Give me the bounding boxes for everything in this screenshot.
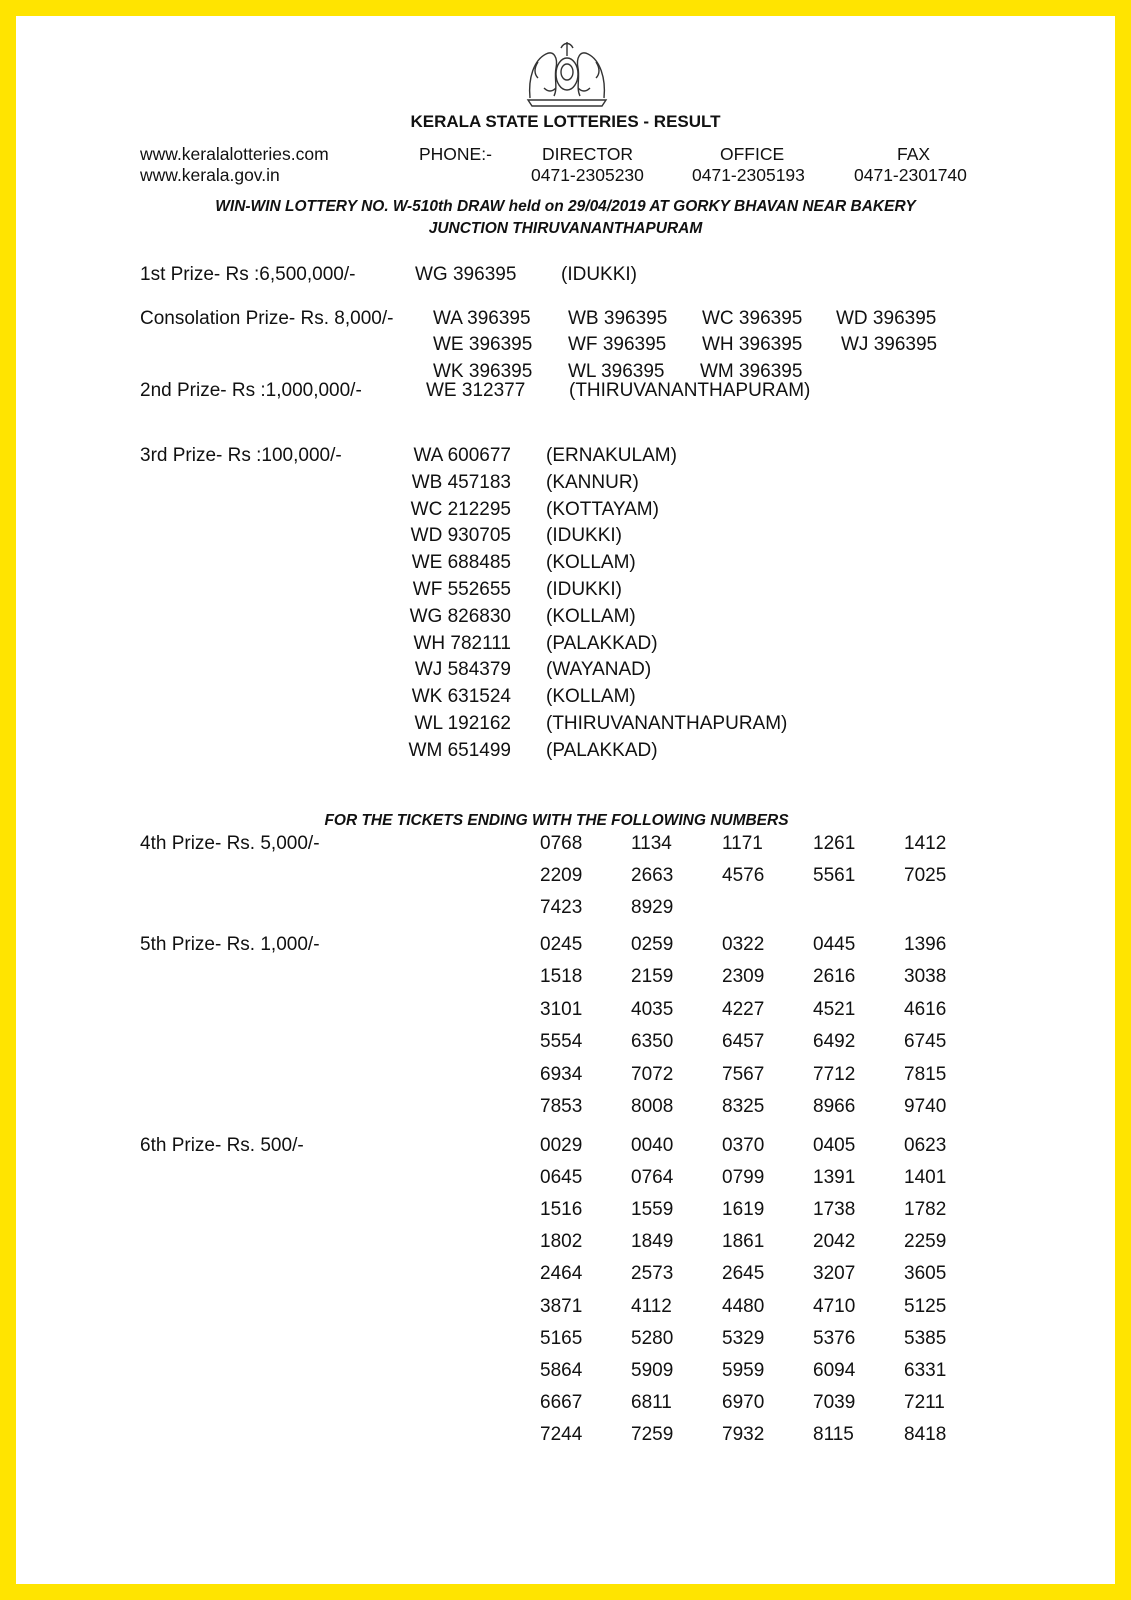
winning-ending-number: 4521 xyxy=(813,998,856,1020)
winning-ending-number: 1619 xyxy=(722,1199,765,1221)
winning-ending-number: 7025 xyxy=(904,865,947,886)
consolation-ticket: WE 396395 xyxy=(433,334,533,355)
fax-label: FAX xyxy=(897,144,931,164)
page-title: KERALA STATE LOTTERIES - RESULT xyxy=(410,112,721,131)
office-label: OFFICE xyxy=(720,144,785,164)
winning-ending-number: 4112 xyxy=(631,1295,672,1317)
winning-ending-number: 2159 xyxy=(631,966,674,988)
fifth-prize-label: 5th Prize- Rs. 1,000/- xyxy=(140,934,320,955)
winning-ending-number: 5864 xyxy=(540,1359,583,1381)
winning-ending-number: 5280 xyxy=(631,1327,674,1349)
second-prize-place: (THIRUVANANTHAPURAM) xyxy=(569,380,811,401)
winning-ending-number: 5125 xyxy=(904,1295,947,1317)
winning-ending-number: 4227 xyxy=(722,998,765,1020)
third-prize-place: (PALAKKAD) xyxy=(546,739,658,761)
third-prize-ticket: WA 600677 xyxy=(413,445,511,466)
first-prize-ticket: WG 396395 xyxy=(415,264,517,285)
winning-ending-number: 8929 xyxy=(631,897,674,918)
winning-ending-number: 8325 xyxy=(722,1096,765,1117)
winning-ending-number: 5385 xyxy=(904,1327,947,1349)
winning-ending-number: 1861 xyxy=(722,1231,765,1253)
winning-ending-number: 0322 xyxy=(722,934,765,955)
winning-ending-number: 6492 xyxy=(813,1031,856,1053)
winning-ending-number: 7853 xyxy=(540,1096,583,1117)
sixth-prize-label: 6th Prize- Rs. 500/- xyxy=(140,1135,304,1156)
winning-ending-number: 2573 xyxy=(631,1263,674,1285)
consolation-ticket: WH 396395 xyxy=(702,334,803,355)
winning-ending-number: 0799 xyxy=(722,1167,765,1189)
third-prize-ticket: WL 192162 xyxy=(414,713,511,734)
winning-ending-number: 0245 xyxy=(540,934,583,955)
winning-ending-number: 1391 xyxy=(813,1167,856,1189)
winning-ending-number: 0768 xyxy=(540,833,583,854)
winning-ending-number: 5959 xyxy=(722,1359,765,1381)
winning-ending-number: 7712 xyxy=(813,1063,856,1085)
third-prize-place: (KOLLAM) xyxy=(546,552,636,574)
third-prize-place: (KOLLAM) xyxy=(546,686,636,708)
winning-ending-number: 1559 xyxy=(631,1199,674,1221)
consolation-ticket: WD 396395 xyxy=(836,308,937,329)
winning-ending-number: 0040 xyxy=(631,1135,674,1156)
consolation-ticket: WB 396395 xyxy=(568,308,668,329)
winning-ending-number: 0370 xyxy=(722,1135,765,1156)
winning-ending-number: 5554 xyxy=(540,1031,583,1053)
winning-ending-number: 9740 xyxy=(904,1096,947,1117)
office-phone: 0471-2305193 xyxy=(692,165,805,185)
winning-ending-number: 1782 xyxy=(904,1199,947,1221)
winning-ending-number: 0445 xyxy=(813,934,856,955)
winning-ending-number: 4480 xyxy=(722,1295,765,1317)
winning-ending-number: 1412 xyxy=(904,833,947,854)
second-prize-ticket: WE 312377 xyxy=(426,380,526,401)
winning-ending-number: 2042 xyxy=(813,1231,856,1253)
third-prize-ticket: WG 826830 xyxy=(409,605,511,627)
winning-ending-number: 0405 xyxy=(813,1135,856,1156)
winning-ending-number: 6457 xyxy=(722,1031,765,1053)
winning-ending-number: 7423 xyxy=(540,897,583,918)
winning-ending-number: 7244 xyxy=(540,1423,583,1445)
winning-ending-number: 2464 xyxy=(540,1263,583,1285)
winning-ending-number: 6745 xyxy=(904,1031,947,1053)
winning-ending-number: 7567 xyxy=(722,1063,765,1085)
winning-ending-number: 4616 xyxy=(904,998,947,1020)
winning-ending-number: 0645 xyxy=(540,1167,583,1189)
winning-ending-number: 5376 xyxy=(813,1327,856,1349)
draw-details-line-1: WIN-WIN LOTTERY NO. W-510th DRAW held on 29/04/2019 AT GORKY BHAVAN NEAR BAKERY xyxy=(215,198,916,215)
third-prize-ticket: WD 930705 xyxy=(410,525,511,547)
winning-ending-number: 6350 xyxy=(631,1031,674,1053)
winning-ending-number: 5561 xyxy=(813,865,856,886)
winning-ending-number: 4035 xyxy=(631,998,674,1020)
winning-ending-number: 4576 xyxy=(722,865,765,886)
winning-ending-number: 4710 xyxy=(813,1295,856,1317)
third-prize-ticket: WB 457183 xyxy=(411,471,511,493)
consolation-ticket: WL 396395 xyxy=(568,361,665,382)
website-link-2[interactable]: www.kerala.gov.in xyxy=(140,165,280,185)
director-phone: 0471-2305230 xyxy=(531,165,644,185)
third-prize-ticket: WK 631524 xyxy=(411,686,511,708)
fourth-prize-label: 4th Prize- Rs. 5,000/- xyxy=(140,833,320,854)
winning-ending-number: 3207 xyxy=(813,1263,856,1285)
first-prize-place: (IDUKKI) xyxy=(561,264,637,285)
third-prize-place: (IDUKKI) xyxy=(546,579,622,600)
consolation-ticket: WK 396395 xyxy=(433,361,533,382)
winning-ending-number: 6094 xyxy=(813,1359,856,1381)
winning-ending-number: 7815 xyxy=(904,1063,947,1085)
third-prize-place: (WAYANAD) xyxy=(546,659,652,681)
winning-ending-number: 1849 xyxy=(631,1231,674,1253)
draw-details-line-2: JUNCTION THIRUVANANTHAPURAM xyxy=(428,220,703,237)
third-prize-ticket: WM 651499 xyxy=(408,739,511,761)
third-prize-place: (THIRUVANANTHAPURAM) xyxy=(546,713,788,734)
first-prize-label: 1st Prize- Rs :6,500,000/- xyxy=(140,264,356,285)
winning-ending-number: 1261 xyxy=(813,833,856,854)
third-prize-place: (IDUKKI) xyxy=(546,525,622,547)
winning-ending-number: 2663 xyxy=(631,865,674,886)
third-prize-ticket: WJ 584379 xyxy=(414,659,511,681)
winning-ending-number: 1134 xyxy=(631,833,672,854)
third-prize-place: (PALAKKAD) xyxy=(546,632,658,654)
winning-ending-number: 1396 xyxy=(904,934,947,955)
winning-ending-number: 6667 xyxy=(540,1391,583,1413)
second-prize-label: 2nd Prize- Rs :1,000,000/- xyxy=(140,380,362,401)
winning-ending-number: 2309 xyxy=(722,966,765,988)
third-prize-ticket: WE 688485 xyxy=(411,552,511,574)
winning-ending-number: 5909 xyxy=(631,1359,674,1381)
winning-ending-number: 0029 xyxy=(540,1135,583,1156)
consolation-ticket: WJ 396395 xyxy=(841,334,938,355)
third-prize-label: 3rd Prize- Rs :100,000/- xyxy=(140,445,342,466)
third-prize-place: (ERNAKULAM) xyxy=(546,445,677,466)
winning-ending-number: 6934 xyxy=(540,1063,583,1085)
winning-ending-number: 7932 xyxy=(722,1423,765,1445)
third-prize-ticket: WC 212295 xyxy=(410,498,511,520)
third-prize-place: (KANNUR) xyxy=(546,471,639,493)
consolation-ticket: WM 396395 xyxy=(700,361,803,382)
winning-ending-number: 7039 xyxy=(813,1391,856,1413)
fax-number: 0471-2301740 xyxy=(854,165,967,185)
third-prize-place: (KOTTAYAM) xyxy=(546,498,659,520)
phone-label: PHONE:- xyxy=(419,144,492,164)
winning-ending-number: 2645 xyxy=(722,1263,765,1285)
consolation-ticket: WF 396395 xyxy=(568,334,667,355)
winning-ending-number: 0259 xyxy=(631,934,674,955)
winning-ending-number: 7259 xyxy=(631,1423,674,1445)
winning-ending-number: 7072 xyxy=(631,1063,674,1085)
winning-ending-number: 6331 xyxy=(904,1359,947,1381)
winning-ending-number: 8418 xyxy=(904,1423,947,1445)
winning-ending-number: 7211 xyxy=(904,1391,945,1413)
website-link-1[interactable]: www.keralalotteries.com xyxy=(140,144,329,164)
winning-ending-number: 2616 xyxy=(813,966,856,988)
winning-ending-number: 3101 xyxy=(540,998,583,1020)
winning-ending-number: 2209 xyxy=(540,865,583,886)
winning-ending-number: 5165 xyxy=(540,1327,583,1349)
winning-ending-number: 3871 xyxy=(540,1295,583,1317)
winning-ending-number: 2259 xyxy=(904,1231,947,1253)
winning-ending-number: 6811 xyxy=(631,1391,672,1413)
winning-ending-number: 8966 xyxy=(813,1096,856,1117)
winning-ending-number: 1171 xyxy=(722,833,763,854)
winning-ending-number: 0623 xyxy=(904,1135,947,1156)
winning-ending-number: 3038 xyxy=(904,966,947,988)
third-prize-place: (KOLLAM) xyxy=(546,605,636,627)
winning-ending-number: 5329 xyxy=(722,1327,765,1349)
director-label: DIRECTOR xyxy=(542,144,634,164)
third-prize-ticket: WH 782111 xyxy=(413,632,511,654)
third-prize-ticket: WF 552655 xyxy=(412,579,511,600)
winning-ending-number: 0764 xyxy=(631,1167,674,1189)
winning-ending-number: 8008 xyxy=(631,1096,674,1117)
winning-ending-number: 8115 xyxy=(813,1423,854,1445)
consolation-prize-label: Consolation Prize- Rs. 8,000/- xyxy=(140,308,394,329)
winning-ending-number: 1516 xyxy=(540,1199,583,1221)
consolation-ticket: WA 396395 xyxy=(433,308,531,329)
winning-ending-number: 1738 xyxy=(813,1199,856,1221)
winning-ending-number: 6970 xyxy=(722,1391,765,1413)
consolation-ticket: WC 396395 xyxy=(702,308,803,329)
ending-numbers-heading: FOR THE TICKETS ENDING WITH THE FOLLOWING NUMBERS xyxy=(324,812,789,829)
winning-ending-number: 1401 xyxy=(904,1167,947,1189)
winning-ending-number: 1518 xyxy=(540,966,583,988)
kerala-emblem-icon xyxy=(524,38,610,110)
winning-ending-number: 3605 xyxy=(904,1263,947,1285)
winning-ending-number: 1802 xyxy=(540,1231,583,1253)
